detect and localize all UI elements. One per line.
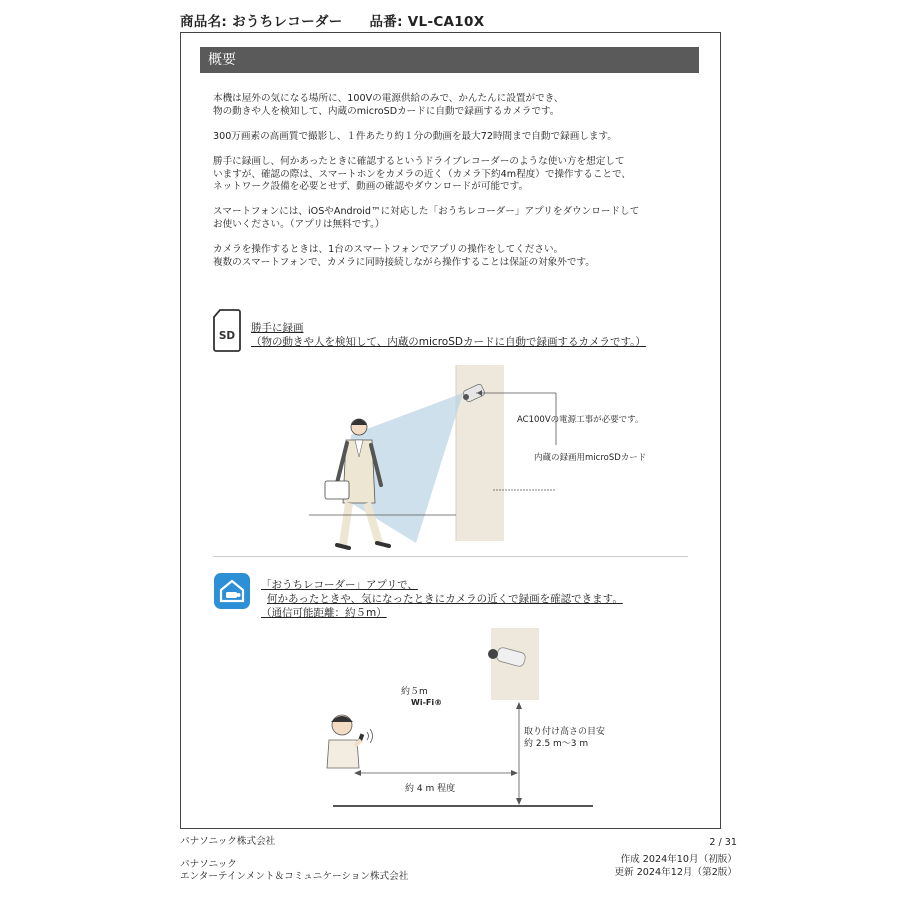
divider: [213, 556, 688, 557]
paragraph-5: カメラを操作するときは、1台のスマートフォンでアプリの操作をしてください。 複数のスマートフォンで、カメラに同時接続しながら操作することは保証の対象外です。: [213, 244, 595, 268]
label-height-value: 約 2.5 m～3 m: [524, 739, 589, 749]
page-number: 2 / 31: [709, 837, 737, 848]
paragraph-1: 本機は屋外の気になる場所に、100Vの電源供給のみで、かんたんに設置ができ、 物の動きや人を検知して、内蔵のmicroSDカードに自動で録画するカメラです。: [213, 93, 564, 117]
footer-company1: パナソニック株式会社: [180, 836, 276, 847]
label-height: [524, 726, 605, 750]
footer-company2-line2: エンターテインメント＆コミュニケーション株式会社: [180, 871, 409, 882]
paragraph-2: 300万画素の高画質で撮影し、１件あたり約１分の動画を最大72時間まで自動で録画します。: [213, 130, 617, 142]
sd-icon-label: SD: [218, 330, 236, 342]
section-title-bar: 概要: [200, 47, 699, 73]
footer-company2-line1: パナソニック: [180, 858, 237, 870]
created-date: 作成 2024年10月（初版）: [620, 854, 737, 865]
label-height-title: 取り付け高さの目安: [524, 727, 606, 737]
feature1-subtitle: （物の動きや人を検知して、内蔵のmicroSDカードに自動で録画するカメラです。）: [251, 336, 646, 348]
feature2-line2: 何かあったときや、気になったときにカメラの近くで録画を確認できます。: [267, 593, 623, 605]
feature2-line3: （通信可能距離：約５m）: [261, 607, 387, 619]
model-number: 品番: VL-CA10X: [369, 14, 485, 30]
product-header: [180, 10, 506, 30]
app-distance-illustration: [311, 628, 611, 813]
sd-card-icon: [212, 308, 242, 353]
paragraph-3: 勝手に録画し、何かあったときに確認するというドライブレコーダーのような使い方を想定して いますが、確認の際は、スマートホンをカメラの近く（カメラ下約4m程度）で操作することで、 ネットワーク設備を必要とせず、動画の確認やダウンロードが可能です。: [213, 155, 632, 193]
paragraph-4: スマートフォンには、iOSやAndroid™に対応した「おうちレコーダー」アプリをダウンロードして お使いください。（アプリは無料です。）: [213, 206, 640, 230]
callout-sd: 内蔵の録画用microSDカード: [534, 453, 647, 463]
callout-power: AC100Vの電源工事が必要です。: [517, 415, 644, 425]
label-horizontal: 約 4 m 程度: [405, 784, 456, 794]
app-icon: [214, 573, 250, 609]
overview-text: [213, 93, 693, 282]
feature1-title: [251, 321, 646, 349]
footer-right: [614, 836, 737, 879]
updated-date: 更新 2024年12月（第2版）: [614, 867, 737, 878]
footer-left: [180, 836, 408, 884]
label-wifi: Wi-Fi®: [411, 698, 443, 707]
product-name: 商品名: おうちレコーダー: [180, 14, 343, 30]
label-distance: 約５m: [401, 687, 428, 697]
feature2-title: [261, 578, 623, 620]
content-frame: [180, 32, 721, 829]
feature2-line1: 「おうちレコーダー」アプリで、: [261, 579, 418, 591]
person-with-phone: [327, 715, 373, 768]
feature1-heading: 勝手に録画: [251, 322, 304, 334]
